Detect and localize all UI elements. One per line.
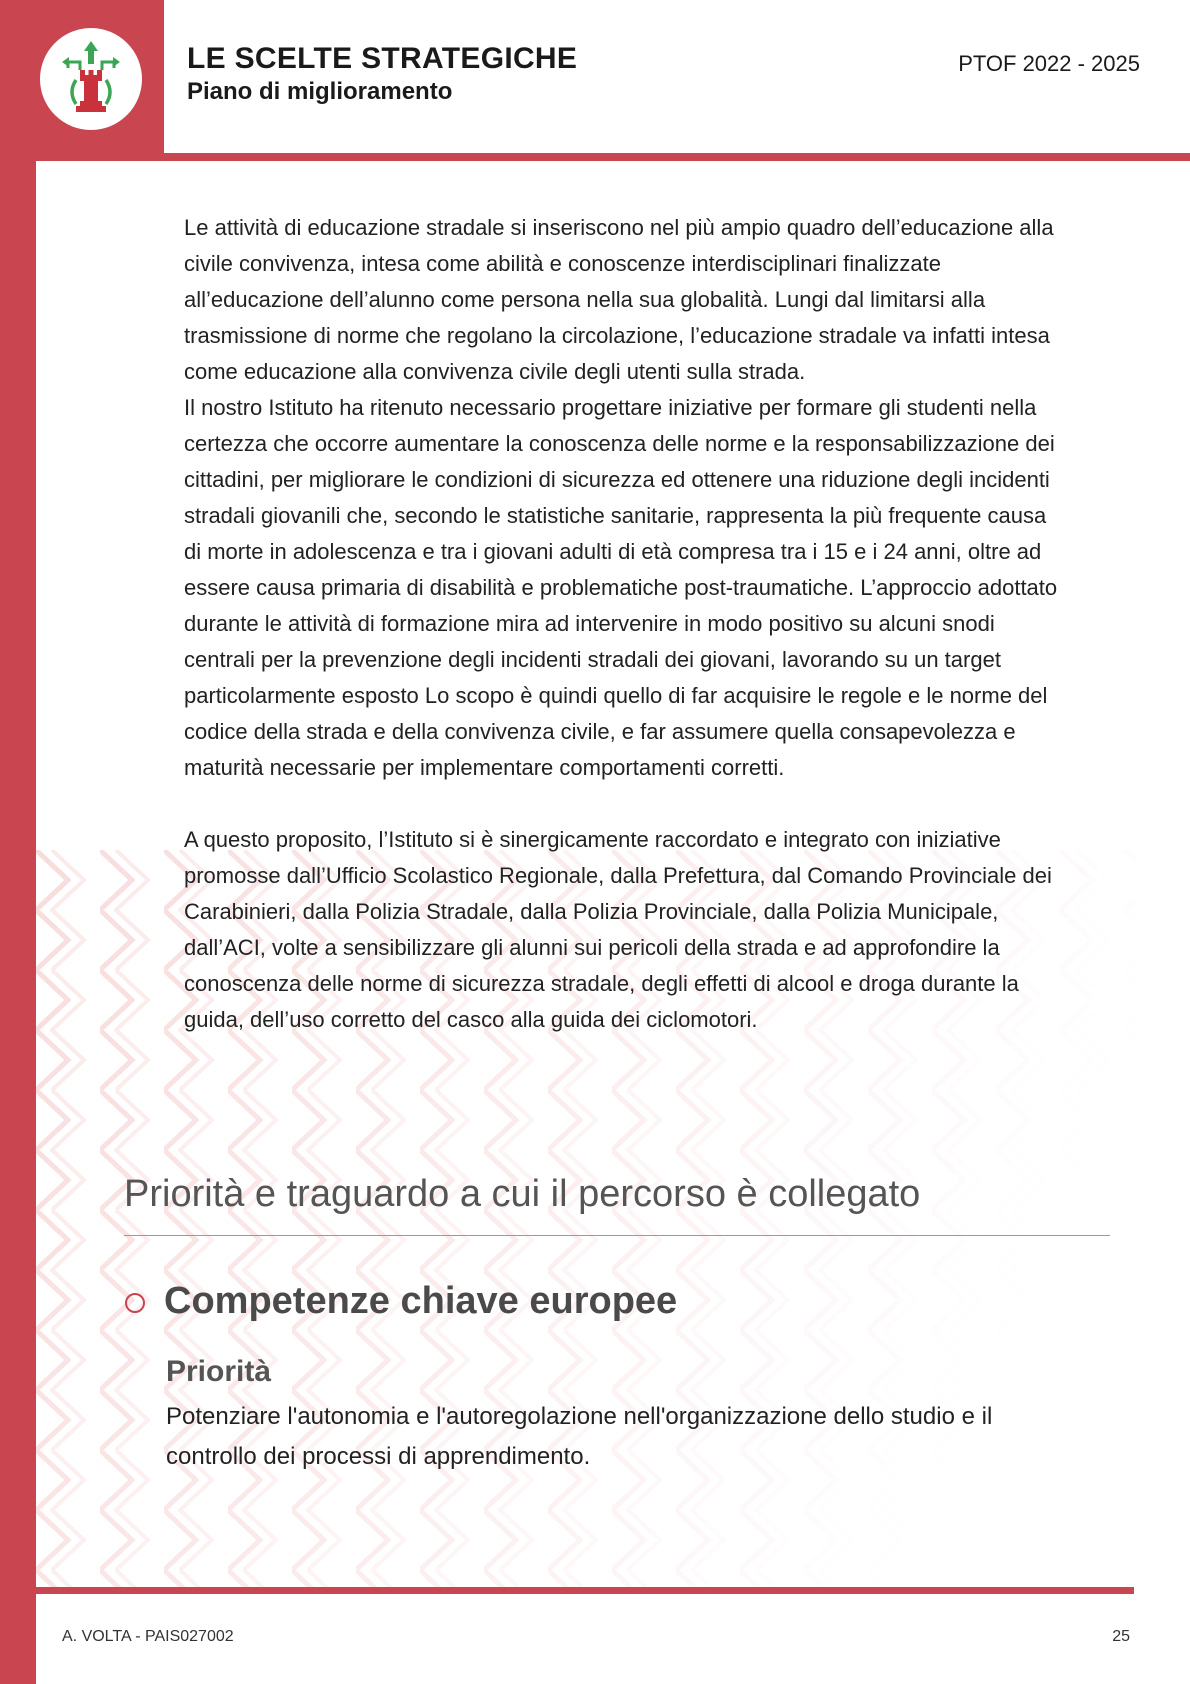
footer-divider [36,1587,1134,1594]
body-paragraph: Il nostro Istituto ha ritenuto necessario progettare iniziative per formare gli studenti nella certezza che occorre aumentare la conoscenza delle norme e la responsabilizzazione dei cittadini, per migliorare le condizioni di sicurezza ed ottenere una riduzione degli incidenti stradali giovanili che, secondo le statistiche sanitarie, rappresenta la più frequente causa di morte in adolescenza e tra i giovani adulti di età compresa tra i 15 e i 24 anni, oltre ad essere causa primaria di disabilità e problematiche post-traumatiche. L’approccio adottato durante le attività di formazione mira ad intervenire in modo positivo su alcuni snodi centrali per la prevenzione degli incidenti stradali dei giovani, lavorando su un target particolarmente esposto Lo scopo è quindi quello di far acquisire le regole e le norme del codice della strada e della convivenza civile, e far assumere quella consapevolezza e maturità necessarie per implementare comportamenti corretti. [184,395,1058,780]
priority-text: Potenziare l'autonomia e l'autoregolazione nell'organizzazione dello studio e il controllo dei processi di apprendimento. [166,1403,993,1470]
section-divider [124,1235,1110,1236]
priority-section-heading: Priorità e traguardo a cui il percorso è collegato [124,1173,921,1215]
body-paragraph: Le attività di educazione stradale si inseriscono nel più ampio quadro dell’educazione alla civile convivenza, intesa come abilità e conoscenze interdisciplinari finalizzate all’educazione dell’alunno come persona nella sua globalità. Lungi dal limitarsi alla trasmissione di norme che regolano la circolazione, l’educazione stradale va infatti intesa come educazione alla convivenza civile degli utenti sulla strada. [184,215,1054,384]
ptof-period-label: PTOF 2022 - 2025 [958,51,1140,76]
body-text [184,210,1064,1038]
priority-label: Priorità [166,1355,272,1388]
logo-panel [0,0,164,160]
competence-heading: Competenze chiave europee [164,1280,678,1322]
left-accent-bar [0,0,36,1684]
page-section-subtitle: Piano di miglioramento [187,78,453,105]
page-section-title: LE SCELTE STRATEGICHE [187,42,578,75]
header-divider [36,153,1190,161]
footer-school-code: A. VOLTA - PAIS027002 [62,1628,234,1645]
page-number: 25 [1112,1628,1130,1645]
school-tower-logo-icon [40,28,142,130]
circle-outline-icon [125,1293,145,1313]
body-paragraph: A questo proposito, l’Istituto si è sinergicamente raccordato e integrato con iniziative promosse dall’Ufficio Scolastico Regionale, dalla Prefettura, dal Comando Provinciale dei Carabinieri, dalla Polizia Stradale, dalla Polizia Provinciale, dalla Polizia Municipale, dall’ACI, volte a sensibilizzare gli alunni sui pericoli della strada e ad approfondire la conoscenza delle norme di sicurezza stradale, degli effetti di alcool e droga durante la guida, dell’uso corretto del casco alla guida dei ciclomotori. [184,827,1052,1032]
